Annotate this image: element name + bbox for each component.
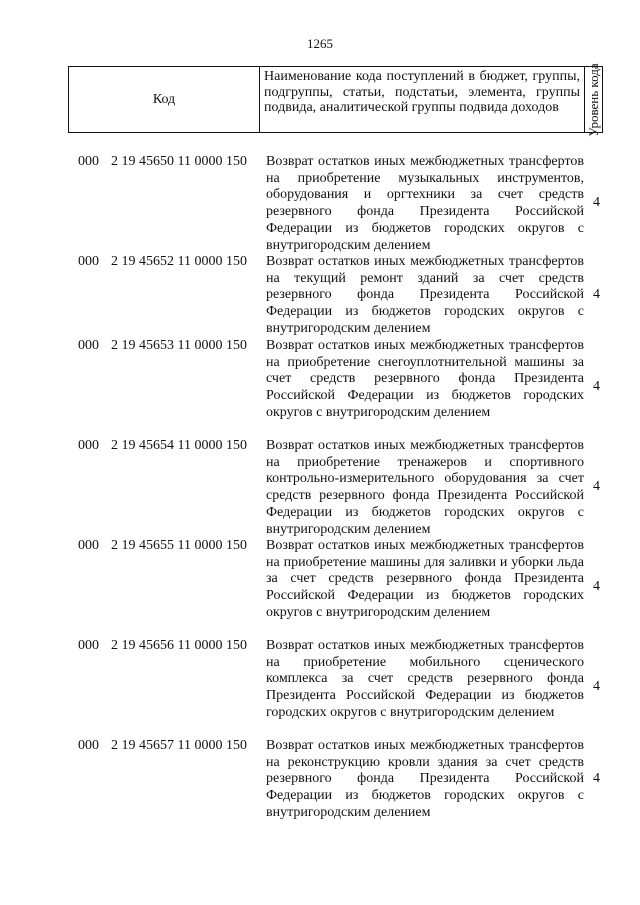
row-description: Возврат остатков иных межбюджетных трансфертов на приобретение тренажеров и спортивного контрольно-измерительного оборудования за счет средств резервного фонда Президента Российской Федерации из бюджетов городских округов с внутригородским делением	[266, 438, 584, 537]
row-level: 4	[593, 379, 600, 394]
header-code-column: Код	[69, 67, 260, 132]
row-prefix: 000	[78, 254, 99, 269]
row-level: 4	[593, 771, 600, 786]
row-prefix: 000	[78, 538, 99, 553]
row-description: Возврат остатков иных межбюджетных трансфертов на приобретение снегоуплотнительной машины за счет средств резервного фонда Президента Российской Федерации из бюджетов городских округов с внутригородским делением	[266, 338, 584, 420]
header-name-column: Наименование кода поступлений в бюджет, группы, подгруппы, статьи, подстатьи, элемента, группы подвида, аналитической группы подвида доходов	[260, 67, 585, 132]
row-description: Возврат остатков иных межбюджетных трансфертов на приобретение машины для заливки и уборки льда за счет средств резервного фонда Президента Российской Федерации из бюджетов городских округов с внутригородским делением	[266, 538, 584, 620]
row-description: Возврат остатков иных межбюджетных трансфертов на приобретение мобильного сценического комплекса за счет средств резервного фонда Президента Российской Федерации из бюджетов городских округов с внутригородским делением	[266, 638, 584, 720]
row-prefix: 000	[78, 638, 99, 653]
row-code: 2 19 45650 11 0000 150	[111, 154, 247, 169]
row-description: Возврат остатков иных межбюджетных трансфертов на текущий ремонт зданий за счет средств резервного фонда Президента Российской Федерации из бюджетов городских округов с внутригородским делением	[266, 254, 584, 336]
row-level: 4	[593, 579, 600, 594]
row-code: 2 19 45657 11 0000 150	[111, 738, 247, 753]
row-description: Возврат остатков иных межбюджетных трансфертов на приобретение музыкальных инструментов, оборудования и оргтехники за счет средств резервного фонда Президента Российской Федерации из бюджетов городских округов с внутригородским делением	[266, 154, 584, 253]
row-code: 2 19 45656 11 0000 150	[111, 638, 247, 653]
row-prefix: 000	[78, 438, 99, 453]
row-description: Возврат остатков иных межбюджетных трансфертов на реконструкцию кровли здания за счет средств резервного фонда Президента Российской Федерации из бюджетов городских округов с внутригородским делением	[266, 738, 584, 820]
table-header	[68, 62, 603, 137]
row-prefix: 000	[78, 338, 99, 353]
row-code: 2 19 45655 11 0000 150	[111, 538, 247, 553]
row-level: 4	[593, 679, 600, 694]
row-code: 2 19 45654 11 0000 150	[111, 438, 247, 453]
header-level-column	[585, 62, 602, 137]
row-prefix: 000	[78, 154, 99, 169]
row-code: 2 19 45653 11 0000 150	[111, 338, 247, 353]
row-prefix: 000	[78, 738, 99, 753]
page-number: 1265	[307, 36, 333, 51]
row-level: 4	[593, 195, 600, 210]
row-level: 4	[593, 287, 600, 302]
row-level: 4	[593, 479, 600, 494]
row-code: 2 19 45652 11 0000 150	[111, 254, 247, 269]
header-level-label: Уровень кода	[585, 62, 601, 137]
